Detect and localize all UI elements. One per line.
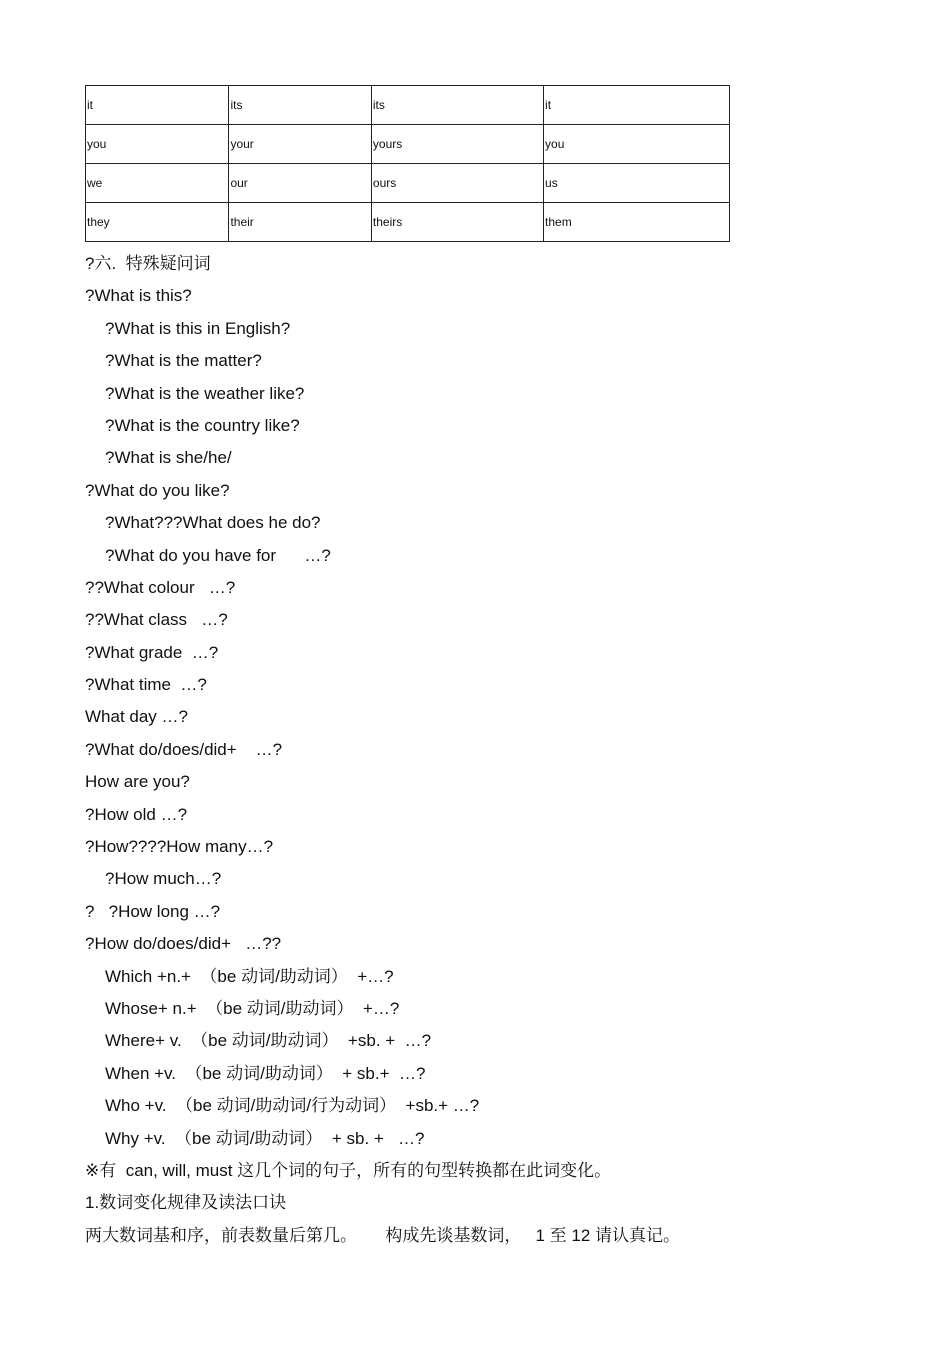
text-line: ?What do you like? [85,480,230,500]
text-line: ?What is the country like? [105,415,300,435]
text-line: Whose+ n.+ （be 动词/助动词） +…? [105,998,400,1018]
text-line: ?What is the weather like? [105,383,305,403]
pronoun-table [85,85,730,242]
text-line: Who +v. （be 动词/助动词/行为动词） +sb.+ …? [105,1096,480,1116]
table-cell: you [86,125,229,164]
table-row [86,125,730,164]
text-line: ?What is this in English? [105,318,291,338]
table-cell: your [229,125,371,164]
text-line: 1.数词变化规律及读法口诀 [85,1193,287,1213]
text-line: ※有 can, will, must 这几个词的句子，所有的句型转换都在此词变化。 [85,1160,612,1180]
text-line: ?What do you have for …? [105,545,331,565]
text-line: What day …? [85,707,188,727]
text-line: ?What grade …? [85,642,219,662]
text-line: ?What do/does/did+ …? [85,739,283,759]
table-row [86,203,730,242]
table-cell: us [544,164,730,203]
text-line: ??What colour …? [85,577,236,597]
text-line: ?What is the matter? [105,351,262,371]
text-line: ?How old …? [85,804,188,824]
text-line: ? ?How long …? [85,901,221,921]
text-line: ?What is she/he/ [105,448,232,468]
text-line: How are you? [85,772,190,792]
table-cell: them [544,203,730,242]
table-row [86,86,730,125]
text-line: Where+ v. （be 动词/助动词） +sb. + …? [105,1031,432,1051]
text-line: ?How????How many…? [85,837,274,857]
table-cell: you [544,125,730,164]
table-cell: it [86,86,229,125]
document-body [85,248,925,1252]
text-line: ?What???What does he do? [105,513,321,533]
text-line: Which +n.+ （be 动词/助动词） +…? [105,966,394,986]
table-cell: yours [371,125,543,164]
text-line: ?What time …? [85,675,207,695]
table-cell: it [544,86,730,125]
table-cell: theirs [371,203,543,242]
text-line: ?How do/does/did+ …?? [85,934,282,954]
text-line: ?What is this? [85,286,192,306]
text-line: Why +v. （be 动词/助动词） + sb. + …? [105,1128,425,1148]
table-cell: ours [371,164,543,203]
text-line: ?How much…? [105,869,222,889]
text-line: When +v. （be 动词/助动词） + sb.+ …? [105,1063,426,1083]
table-row [86,164,730,203]
text-line: 两大数词基和序，前表数量后第几。 构成先谈基数词， 1 至 12 请认真记。 [85,1225,681,1245]
pronoun-table-body [86,86,730,242]
table-cell: our [229,164,371,203]
table-cell: they [86,203,229,242]
text-line: ??What class …? [85,610,228,630]
table-cell: we [86,164,229,203]
table-cell: its [371,86,543,125]
table-cell: their [229,203,371,242]
text-line: ?六. 特殊疑问词 [85,254,211,273]
table-cell: its [229,86,371,125]
